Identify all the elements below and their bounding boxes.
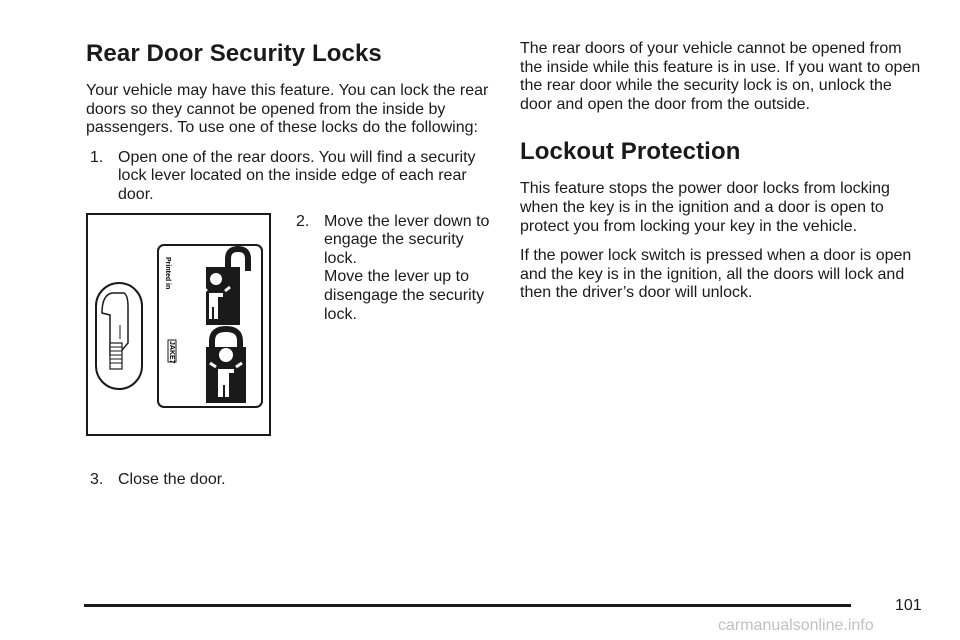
step-2 bbox=[292, 213, 492, 325]
rear-doors-paragraph: The rear doors of your vehicle cannot be opened from the inside while this feature is in use. If you want to open the rear door while the security lock is on, unlock the door and open the door from the outside. bbox=[520, 40, 921, 113]
step-3 bbox=[86, 471, 491, 490]
figure-row bbox=[86, 213, 491, 441]
footer-rule bbox=[84, 604, 851, 607]
step-text: Move the lever down to engage the security lock. bbox=[324, 212, 490, 267]
section-heading-lockout-protection: Lockout Protection bbox=[520, 138, 741, 166]
security-lock-illustration bbox=[86, 213, 271, 436]
step-text: Close the door. bbox=[118, 470, 226, 488]
lockout-paragraph-1: This feature stops the power door locks from locking when the key is in the ignition and a door is open to protect you from locking your key in the vehicle. bbox=[520, 180, 890, 235]
printed-in-label: Printed in bbox=[164, 256, 171, 289]
code-label: JAKE7 bbox=[168, 340, 175, 364]
step-1 bbox=[86, 149, 491, 205]
security-lock-diagram bbox=[88, 215, 269, 434]
left-column bbox=[86, 40, 491, 489]
watermark: carmanualsonline.info bbox=[718, 617, 874, 634]
lockout-paragraph-2: If the power lock switch is pressed when a door is open and the key is in the ignition, all the doors will lock and then the driver’s door will unlock. bbox=[520, 247, 912, 302]
intro-paragraph: Your vehicle may have this feature. You can lock the rear doors so they cannot be opened from the inside by passengers. To use one of these locks do the following: bbox=[86, 82, 489, 137]
step-number: 2. bbox=[296, 212, 310, 230]
step-number: 1. bbox=[90, 148, 104, 166]
step-text: Open one of the rear doors. You will find a security lock lever located on the inside edge of each rear door. bbox=[118, 148, 476, 203]
right-column bbox=[520, 40, 925, 314]
step-number: 3. bbox=[90, 470, 104, 488]
page-number: 101 bbox=[895, 597, 922, 614]
section-heading-rear-door-security-locks: Rear Door Security Locks bbox=[86, 40, 382, 67]
step-text-secondary: Move the lever up to disengage the security lock. bbox=[324, 268, 485, 323]
